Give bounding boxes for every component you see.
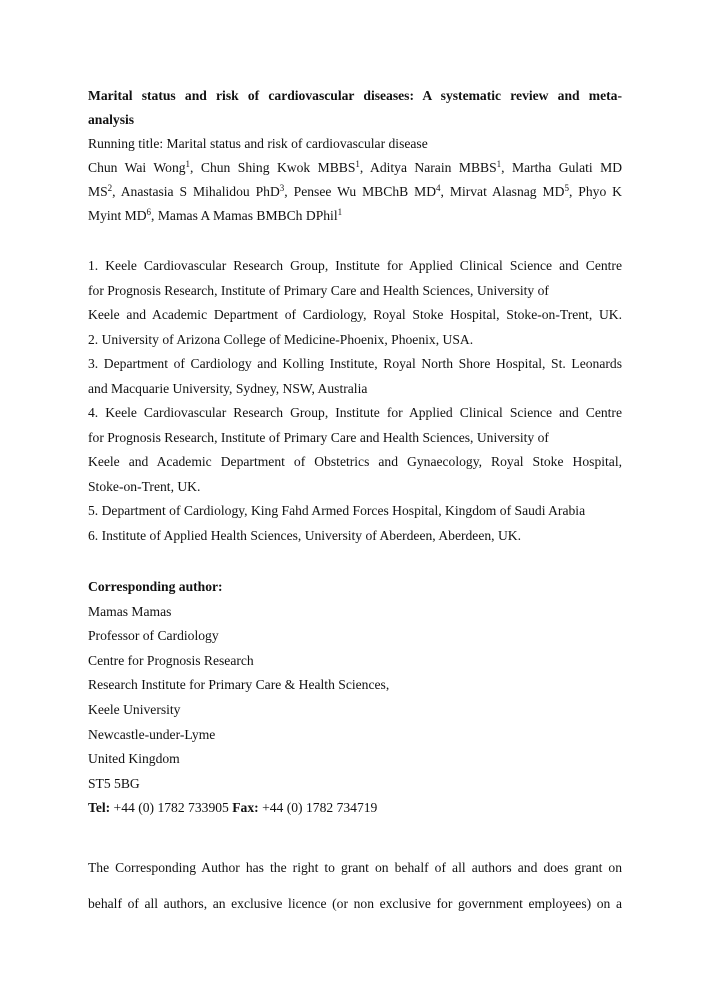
affiliations	[88, 254, 622, 548]
affiliation-5: 5. Department of Cardiology, King Fahd Armed Forces Hospital, Kingdom of Saudi Arabia	[88, 503, 586, 518]
affiliation-marker: 4	[436, 183, 441, 193]
contact-line: ST5 5BG	[88, 775, 140, 791]
author-name: , Phyo K	[568, 184, 622, 199]
affiliation-marker: 1	[355, 159, 360, 169]
affiliation-4-line: Keele and Academic Department of Obstetrics and Gynaecology, Royal Stoke Hospital,	[88, 454, 622, 469]
contact-line: United Kingdom	[88, 751, 180, 767]
affiliation-marker: 1	[185, 159, 191, 169]
statement-line: The Corresponding Author has the right to grant on behalf of all authors and does grant on	[88, 860, 622, 875]
author-line-2	[88, 180, 622, 204]
tel-number: +44 (0) 1782 733905	[110, 800, 233, 816]
affiliation-3-line: 3. Department of Cardiology and Kolling Institute, Royal North Shore Hospital, St. Leonards	[88, 356, 622, 371]
affiliation-marker: 6	[146, 207, 152, 217]
contact-line: Mamas Mamas	[88, 603, 172, 619]
author-name: , Anastasia S Mihalidou PhD	[112, 184, 280, 199]
author-line-1	[88, 156, 622, 180]
author-name: , Chun Shing Kwok MBBS	[190, 160, 356, 175]
author-name: Myint MD	[88, 208, 147, 223]
affiliation-2: 2. University of Arizona College of Medicine-Phoenix, Phoenix, USA.	[88, 331, 474, 347]
author-name: , Mamas A Mamas BMBCh DPhil	[151, 208, 338, 223]
affiliation-1-line: for Prognosis Research, Institute of Primary Care and Health Sciences, University of	[88, 282, 549, 298]
paper-title	[88, 84, 622, 132]
title-line-2: analysis	[88, 112, 135, 127]
author-name: MS	[88, 184, 108, 199]
contact-line: Professor of Cardiology	[88, 628, 219, 644]
fax-number: +44 (0) 1782 734719	[258, 800, 378, 816]
corresponding-heading: Corresponding author:	[88, 579, 223, 594]
affiliation-marker: 1	[496, 159, 502, 169]
affiliation-marker: 3	[279, 183, 285, 193]
author-name: Chun Wai Wong	[88, 160, 186, 175]
affiliation-4-line: Stoke-on-Trent, UK.	[88, 478, 201, 494]
author-list	[88, 156, 622, 228]
title-line-1: Marital status and risk of cardiovascular diseases: A systematic review and meta-	[88, 88, 622, 103]
affiliation-1-line: Keele and Academic Department of Cardiology, Royal Stoke Hospital, Stoke-on-Trent, UK.	[88, 307, 622, 322]
affiliation-6: 6. Institute of Applied Health Sciences, University of Aberdeen, Aberdeen, UK.	[88, 527, 522, 543]
corresponding-author	[88, 575, 622, 821]
affiliation-1-line: 1. Keele Cardiovascular Research Group, Institute for Applied Clinical Science and Centre	[88, 258, 622, 273]
affiliation-marker: 2	[107, 183, 113, 193]
author-name: , Pensee Wu MBChB MD	[284, 184, 437, 199]
contact-line: Research Institute for Primary Care & Health Sciences,	[88, 677, 390, 693]
phone-fax-line	[88, 796, 622, 821]
contact-line: Centre for Prognosis Research	[88, 652, 254, 668]
author-line-3	[88, 204, 622, 228]
statement-line: behalf of all authors, an exclusive licence (or non exclusive for government employees) on a	[88, 896, 622, 911]
running-title: Running title: Marital status and risk of cardiovascular disease	[88, 136, 428, 151]
fax-label: Fax:	[232, 800, 259, 816]
contact-line: Newcastle-under-Lyme	[88, 726, 216, 742]
author-name: , Aditya Narain MBBS	[359, 160, 497, 175]
affiliation-3-line: and Macquarie University, Sydney, NSW, Australia	[88, 380, 368, 396]
tel-label: Tel:	[88, 800, 111, 816]
affiliation-4-line: 4. Keele Cardiovascular Research Group, Institute for Applied Clinical Science and Centre	[88, 405, 622, 420]
affiliation-marker: 1	[337, 207, 343, 217]
licence-statement	[88, 850, 622, 922]
author-name: , Martha Gulati MD	[501, 160, 623, 175]
affiliation-marker: 5	[564, 183, 569, 193]
contact-line: Keele University	[88, 701, 181, 717]
author-name: , Mirvat Alasnag MD	[440, 184, 565, 199]
affiliation-4-line: for Prognosis Research, Institute of Primary Care and Health Sciences, University of	[88, 429, 549, 445]
